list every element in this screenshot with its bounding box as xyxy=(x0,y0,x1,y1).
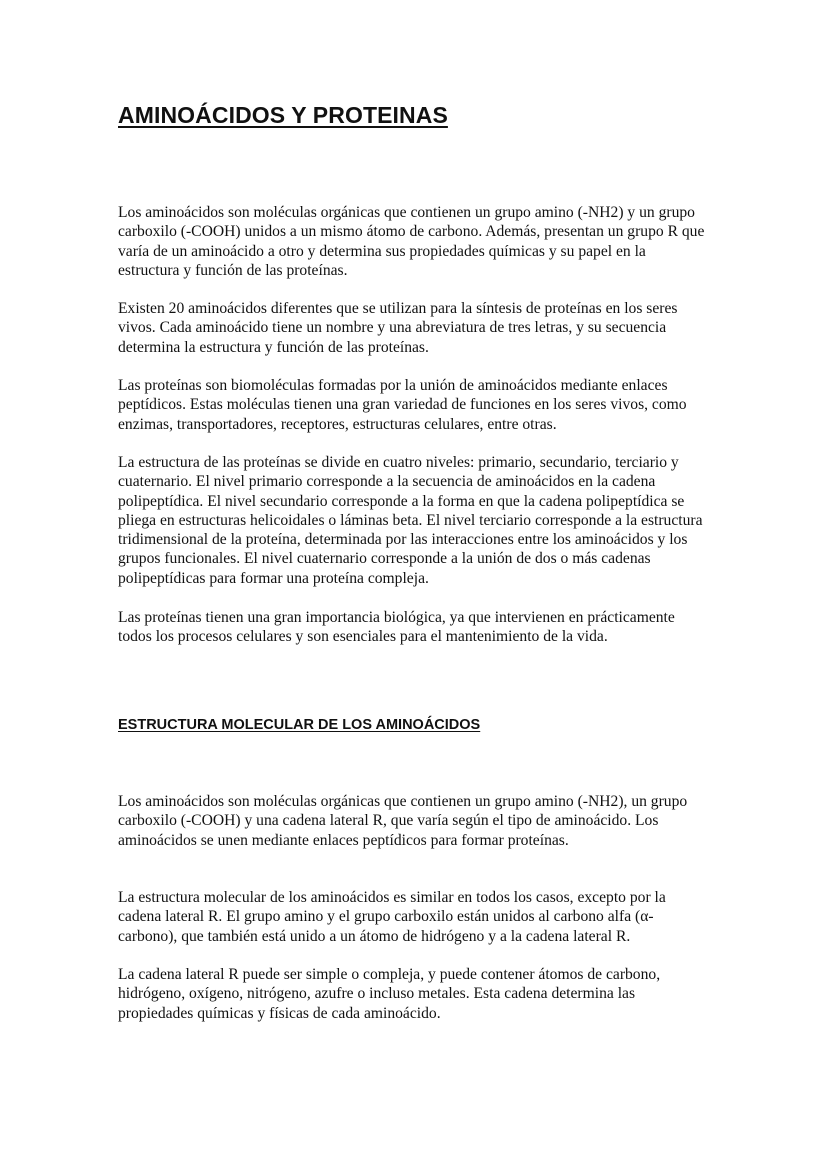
section-title: ESTRUCTURA MOLECULAR DE LOS AMINOÁCIDOS xyxy=(118,717,481,733)
section-paragraph-2: La estructura molecular de los aminoácidos es similar en todos los casos, excepto por la cadena lateral R. El grupo amino y el grupo carboxilo están unidos al carbono alfa (α-carbono), que también está unido a un átomo de hidrógeno y a la cadena lateral R. xyxy=(118,889,666,945)
intro-paragraph-4: La estructura de las proteínas se divide en cuatro niveles: primario, secundario, terciario y cuaternario. El nivel primario corresponde a la secuencia de aminoácidos en la cadena polipeptídica. El nivel secundario corresponde a la forma en que la cadena polipeptídica se pliega en estructuras helicoidales o láminas beta. El nivel terciario corresponde a la estructura tridimensional de la proteína, determinada por las interacciones entre los aminoácidos y los grupos funcionales. El nivel cuaternario corresponde a la unión de dos o más cadenas polipeptídicas para formar una proteína compleja. xyxy=(118,454,703,587)
intro-paragraph-2: Existen 20 aminoácidos diferentes que se utilizan para la síntesis de proteínas en los seres vivos. Cada aminoácido tiene un nombre y una abreviatura de tres letras, y su secuencia determina la estructura y función de las proteínas. xyxy=(118,300,678,356)
intro-paragraph-1: Los aminoácidos son moléculas orgánicas que contienen un grupo amino (-NH2) y un grupo carboxilo (-COOH) unidos a un mismo átomo de carbono. Además, presentan un grupo R que varía de un aminoácido a otro y determina sus propiedades químicas y su papel en la estructura y función de las proteínas. xyxy=(118,204,705,279)
intro-paragraph-5: Las proteínas tienen una gran importancia biológica, ya que intervienen en prácticamente todos los procesos celulares y son esenciales para el mantenimiento de la vida. xyxy=(118,609,675,646)
page-title: AMINOÁCIDOS Y PROTEINAS xyxy=(118,102,448,128)
section-paragraph-1: Los aminoácidos son moléculas orgánicas que contienen un grupo amino (-NH2), un grupo carboxilo (-COOH) y una cadena lateral R, que varía según el tipo de aminoácido. Los aminoácidos se unen mediante enlaces peptídicos para formar proteínas. xyxy=(118,793,688,849)
section-paragraph-3: La cadena lateral R puede ser simple o compleja, y puede contener átomos de carbono, hidrógeno, oxígeno, nitrógeno, azufre o incluso metales. Esta cadena determina las propiedades químicas y físicas de cada aminoácido. xyxy=(118,966,661,1022)
intro-paragraph-3: Las proteínas son biomoléculas formadas por la unión de aminoácidos mediante enlaces peptídicos. Estas moléculas tienen una gran variedad de funciones en los seres vivos, como enzimas, transportadores, receptores, estructuras celulares, entre otras. xyxy=(118,377,687,433)
